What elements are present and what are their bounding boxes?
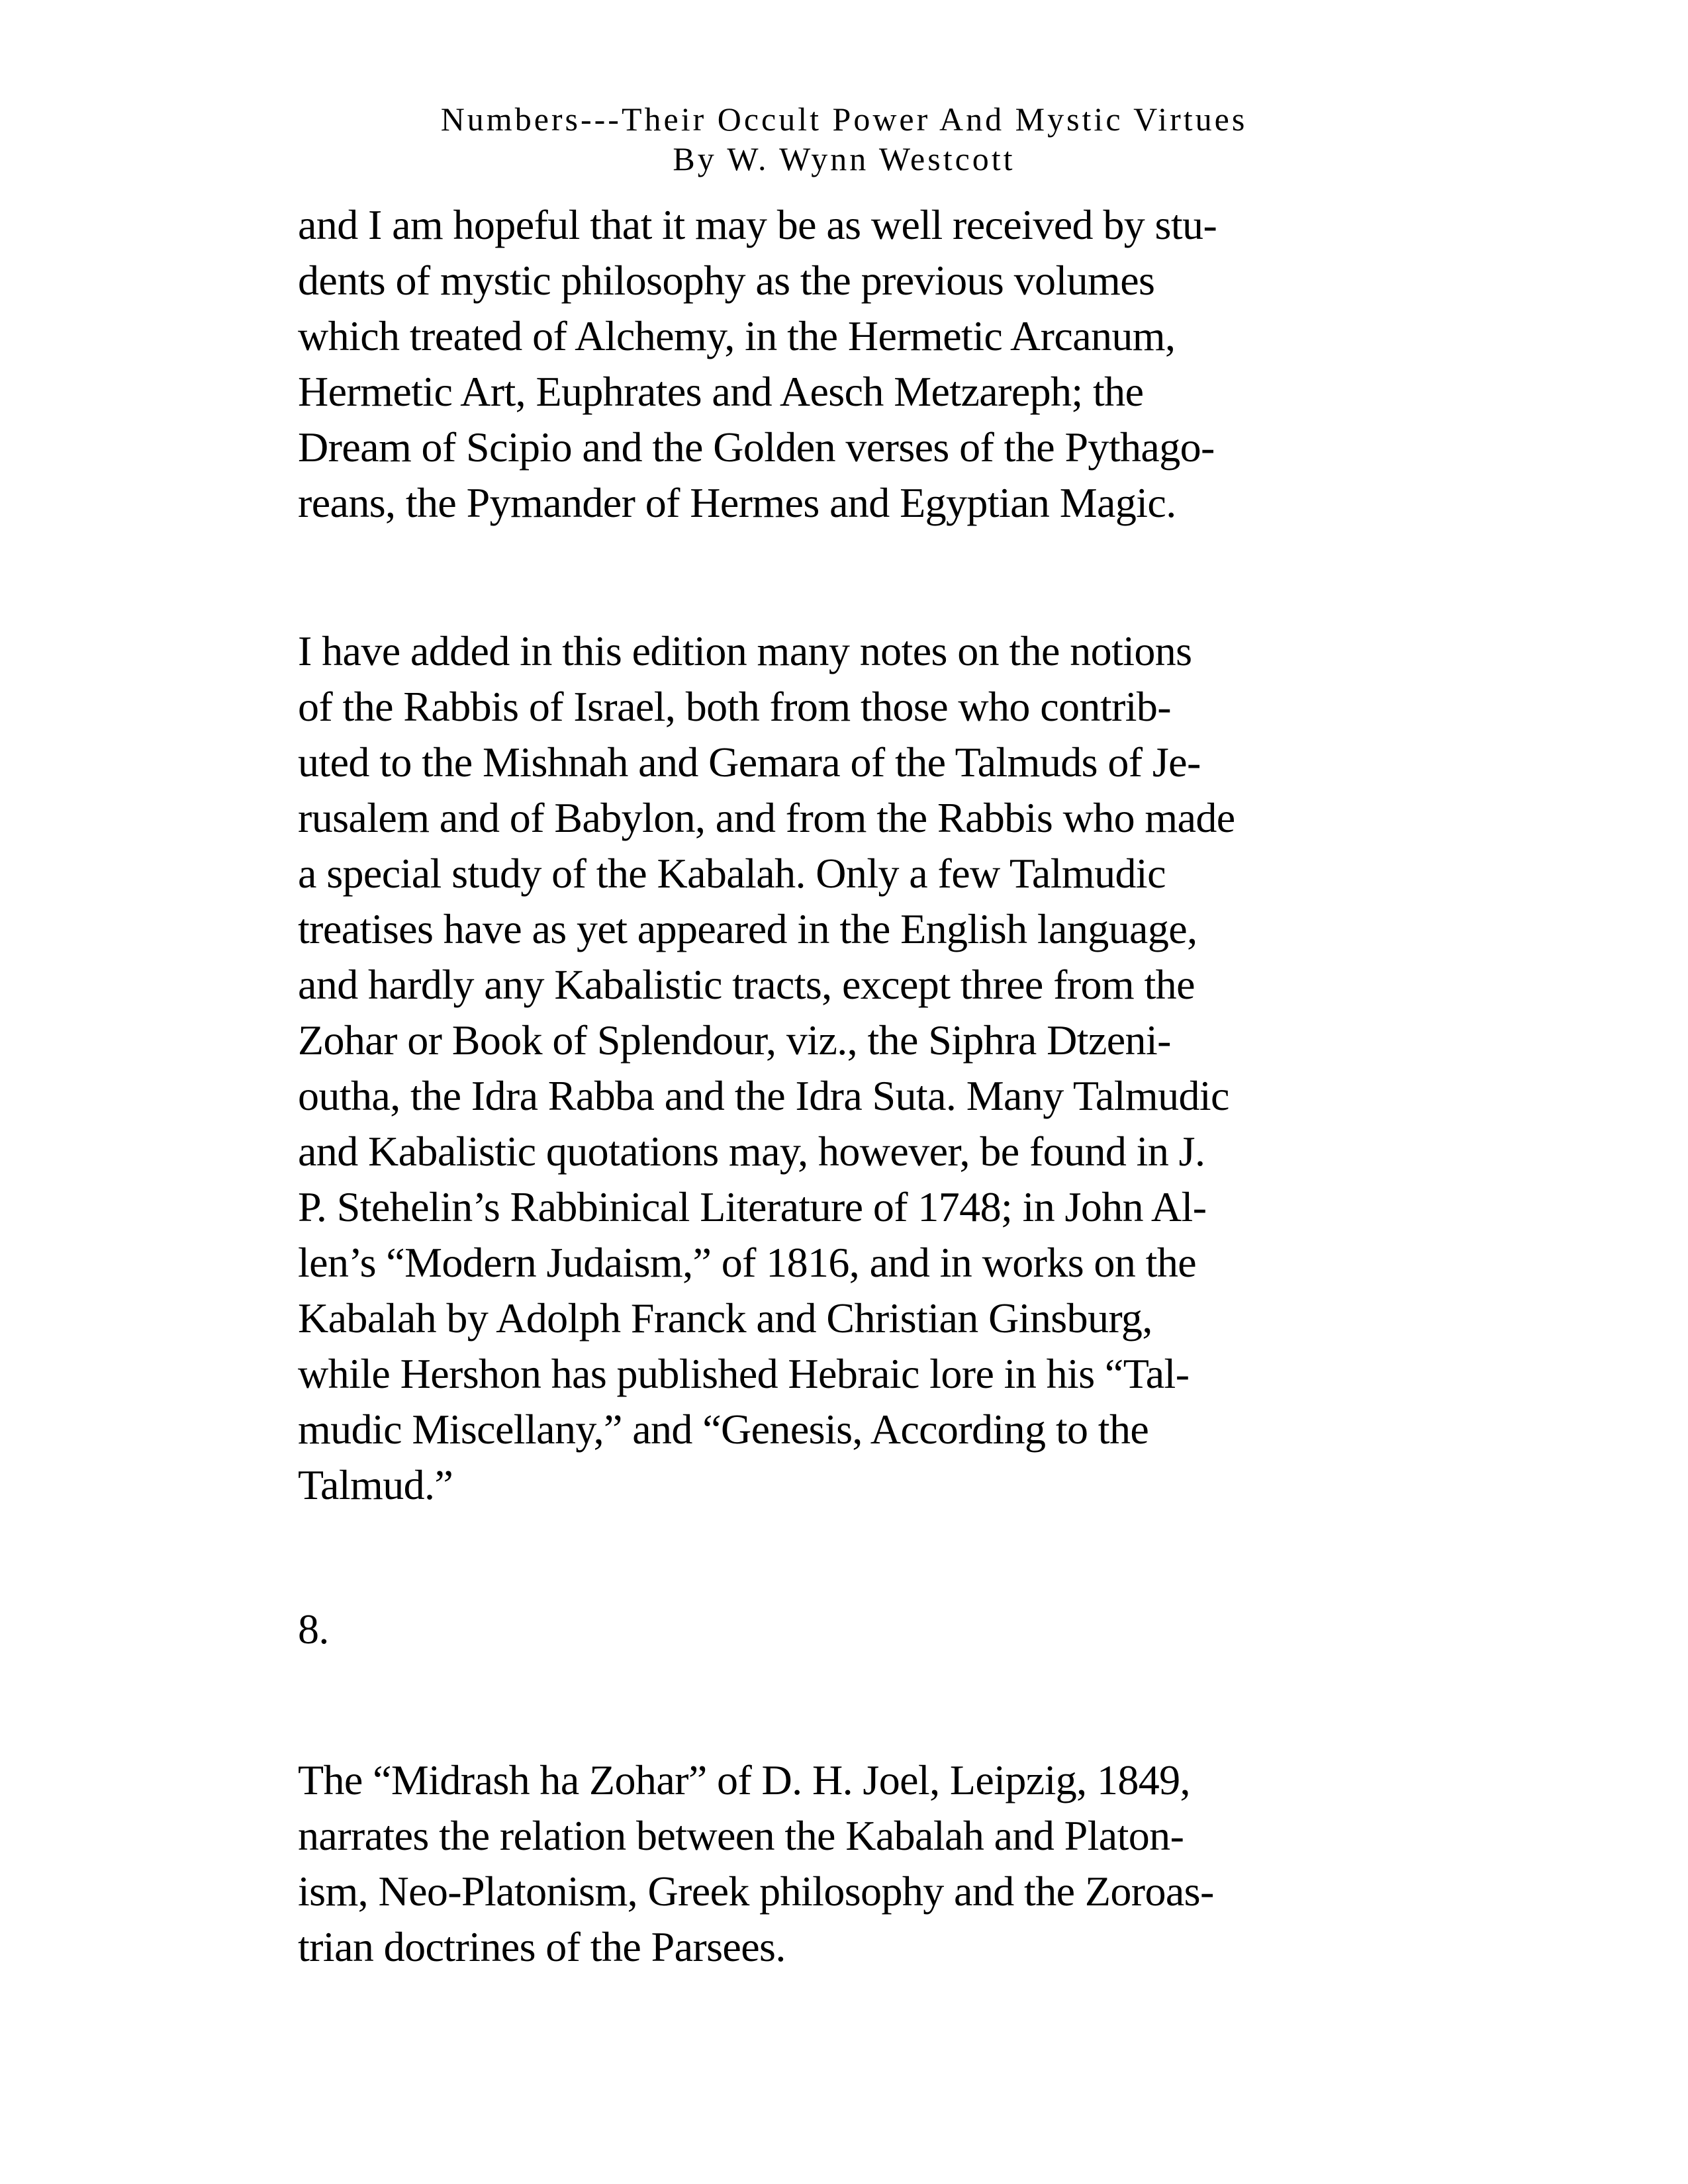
text-line: and I am hopeful that it may be as well received by stu-	[298, 201, 1217, 248]
text-line: Zohar or Book of Splendour, viz., the Siphra Dtzeni-	[298, 1017, 1171, 1064]
text-line: while Hershon has published Hebraic lore in his “Tal-	[298, 1350, 1190, 1397]
text-line: P. Stehelin’s Rabbinical Literature of 1748; in John Al-	[298, 1183, 1207, 1230]
paragraph-2	[298, 623, 1410, 1513]
text-line: Kabalah by Adolph Franck and Christian Ginsburg,	[298, 1295, 1152, 1342]
section-number: 8.	[298, 1606, 329, 1653]
text-line: and hardly any Kabalistic tracts, except three from the	[298, 961, 1195, 1008]
text-line: uted to the Mishnah and Gemara of the Talmuds of Je-	[298, 739, 1201, 786]
text-line: I have added in this edition many notes on the notions	[298, 627, 1192, 674]
text-line: reans, the Pymander of Hermes and Egyptian Magic.	[298, 479, 1176, 526]
text-line: trian doctrines of the Parsees.	[298, 1923, 786, 1970]
text-line: mudic Miscellany,” and “Genesis, According to the	[298, 1406, 1149, 1453]
text-line: of the Rabbis of Israel, both from those who contrib-	[298, 683, 1172, 730]
text-line: Hermetic Art, Euphrates and Aesch Metzareph; the	[298, 368, 1144, 415]
paragraph-3	[298, 1752, 1410, 1975]
header-title: Numbers---Their Occult Power And Mystic Virtues	[440, 101, 1248, 138]
text-line: rusalem and of Babylon, and from the Rabbis who made	[298, 794, 1235, 841]
text-line: and Kabalistic quotations may, however, be found in J.	[298, 1128, 1205, 1175]
text-line: dents of mystic philosophy as the previous volumes	[298, 257, 1155, 304]
header-byline: By W. Wynn Westcott	[673, 140, 1015, 177]
text-line: a special study of the Kabalah. Only a few Talmudic	[298, 850, 1166, 897]
text-line: which treated of Alchemy, in the Hermetic Arcanum,	[298, 312, 1176, 359]
text-line: The “Midrash ha Zohar” of D. H. Joel, Leipzig, 1849,	[298, 1756, 1190, 1803]
text-line: narrates the relation between the Kabalah and Platon-	[298, 1812, 1184, 1859]
text-line: Talmud.”	[298, 1461, 453, 1508]
running-header	[0, 99, 1688, 179]
text-line: treatises have as yet appeared in the English language,	[298, 905, 1197, 952]
text-line: outha, the Idra Rabba and the Idra Suta. Many Talmudic	[298, 1072, 1229, 1119]
text-line: Dream of Scipio and the Golden verses of the Pythago-	[298, 424, 1215, 471]
text-line: ism, Neo-Platonism, Greek philosophy and the Zoroas-	[298, 1868, 1214, 1915]
text-line: len’s “Modern Judaism,” of 1816, and in works on the	[298, 1239, 1197, 1286]
paragraph-1	[298, 197, 1410, 531]
